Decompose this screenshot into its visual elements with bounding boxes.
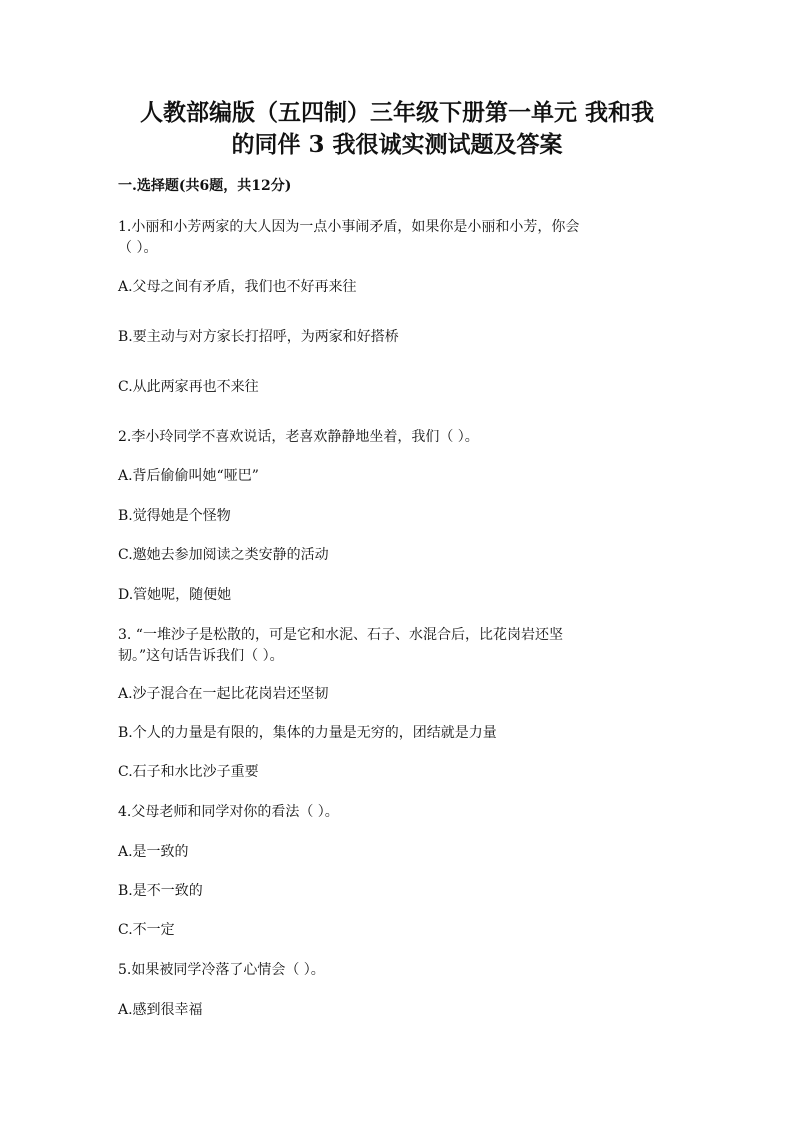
question-2-stem: 2.李小玲同学不喜欢说话，老喜欢静静地坐着，我们（ ）。 (118, 429, 479, 445)
question-1-stem-line-2: （ ）。 (118, 240, 158, 256)
question-3-option-c: C.石子和水比沙子重要 (118, 764, 259, 780)
page-title-line-2: 的同伴 3 我很诚实测试题及答案 (231, 131, 563, 158)
question-1-option-b: B.要主动与对方家长打招呼，为两家和好搭桥 (118, 329, 399, 345)
question-3-option-b: B.个人的力量是有限的，集体的力量是无穷的，团结就是力量 (118, 725, 497, 741)
question-2-option-c: C.邀她去参加阅读之类安静的活动 (118, 547, 329, 563)
question-4-option-b: B.是不一致的 (118, 883, 203, 899)
question-3-stem-line-1: 3. “一堆沙子是松散的，可是它和水泥、石子、水混合后，比花岗岩还坚 (118, 627, 563, 643)
question-5-stem: 5.如果被同学冷落了心情会（ ）。 (118, 962, 325, 978)
question-1-option-c: C.从此两家再也不来往 (118, 379, 259, 395)
question-1-stem-line-1: 1.小丽和小芳两家的大人因为一点小事闹矛盾，如果你是小丽和小芳，你会 (118, 219, 580, 235)
question-5-option-a: A.感到很幸福 (118, 1002, 203, 1018)
section-heading: 一.选择题(共6题，共12分) (118, 178, 292, 194)
question-3-option-a: A.沙子混合在一起比花岗岩还坚韧 (118, 686, 329, 702)
question-2-option-b: B.觉得她是个怪物 (118, 508, 231, 524)
question-2-option-a: A.背后偷偷叫她“哑巴” (118, 468, 259, 484)
question-4-option-c: C.不一定 (118, 922, 175, 938)
question-2-option-d: D.管她呢，随便她 (118, 587, 232, 603)
page-title-line-1: 人教部编版（五四制）三年级下册第一单元 我和我 (139, 99, 654, 126)
question-4-stem: 4.父母老师和同学对你的看法（ ）。 (118, 804, 339, 820)
question-3-stem-line-2: 韧。”这句话告诉我们（ ）。 (118, 648, 284, 664)
question-1-option-a: A.父母之间有矛盾，我们也不好再来往 (118, 279, 357, 295)
question-4-option-a: A.是一致的 (118, 844, 189, 860)
